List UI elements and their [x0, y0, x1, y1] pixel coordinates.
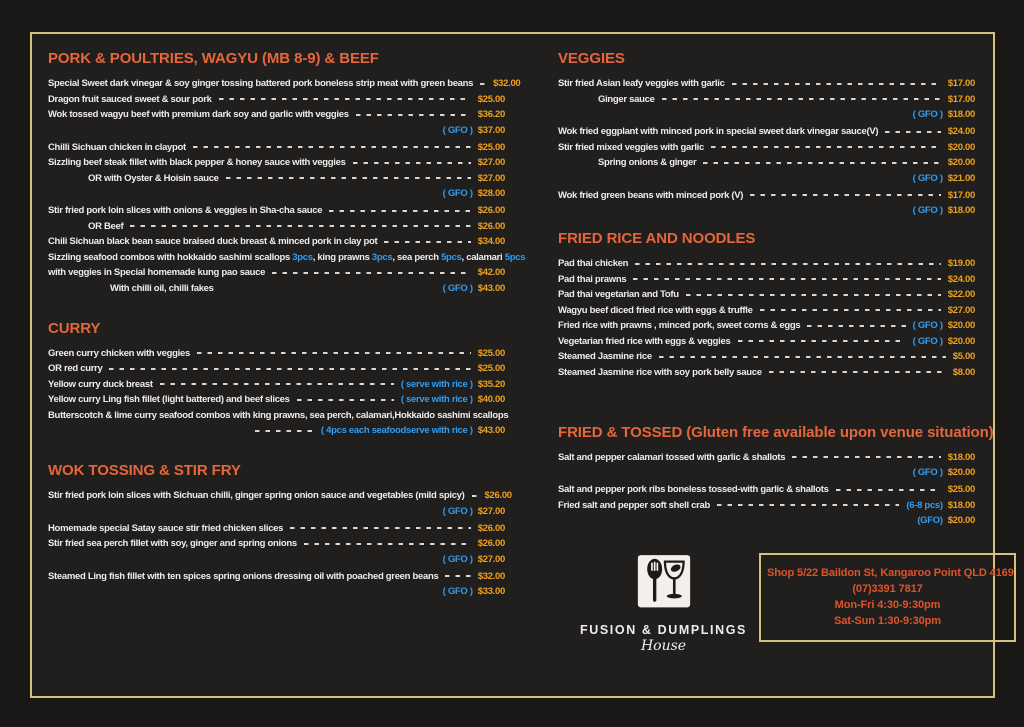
- menu-column-left: [48, 50, 526, 654]
- menu-content: [48, 50, 1014, 654]
- item-price: $17.00: [947, 189, 975, 201]
- section-title: FRIED & TOSSED (Gluten free available upon venue situation): [558, 423, 994, 441]
- item-price: $35.20: [477, 378, 505, 390]
- menu-frame: [30, 32, 1014, 698]
- menu-column-right: [558, 50, 1014, 654]
- dashed-leader: [792, 456, 941, 458]
- item-note: ( GFO ): [912, 172, 943, 184]
- menu-item: [48, 586, 505, 597]
- item-price: $18.00: [947, 499, 975, 511]
- dashed-leader: [297, 399, 394, 401]
- item-name: Wok tossed wagyu beef with premium dark soy and garlic with veggies: [48, 109, 349, 120]
- menu-item: [558, 500, 975, 511]
- item-name: OR Beef: [88, 220, 124, 232]
- menu-item: [48, 571, 505, 582]
- menu-item: [48, 109, 505, 120]
- dashed-leader: [885, 131, 940, 133]
- item-name: Ginger sauce: [598, 93, 655, 105]
- item-note: ( GFO ): [912, 467, 943, 478]
- item-price: $25.00: [477, 347, 505, 359]
- item-note: ( GFO ): [442, 124, 473, 136]
- dashed-leader: [130, 225, 470, 227]
- dashed-leader: [565, 520, 910, 522]
- item-price: $32.00: [477, 570, 505, 582]
- item-name: Special Sweet dark vinegar & soy ginger tossing battered pork boneless strip meat with green beans: [48, 78, 474, 89]
- dashed-leader: [565, 210, 906, 212]
- menu-item: [558, 142, 975, 153]
- item-name: Pad thai chicken: [558, 258, 629, 269]
- menu-section: [558, 423, 994, 527]
- item-name: Salt and pepper calamari tossed with garlic & shallots: [558, 451, 786, 463]
- item-price: $22.00: [947, 289, 975, 300]
- dashed-leader: [304, 543, 471, 545]
- menu-section: [48, 462, 512, 597]
- menu-item: [558, 173, 975, 184]
- item-price: $21.00: [947, 172, 975, 184]
- footer: [558, 553, 1014, 654]
- menu-item: [48, 409, 509, 421]
- dashed-leader: [55, 129, 436, 131]
- item-name: Pad thai prawns: [558, 273, 627, 285]
- left-sections: [48, 50, 526, 597]
- item-price: $27.00: [477, 172, 505, 184]
- item-name: Fried rice with prawns , minced pork, sweet corns & eggs: [558, 320, 801, 331]
- menu-item: [558, 78, 975, 89]
- dashed-leader: [703, 162, 940, 164]
- menu-item: [558, 258, 975, 269]
- restaurant-name: FUSION & DUMPLINGS: [580, 623, 747, 637]
- dashed-leader: [445, 575, 470, 577]
- menu-item: [558, 94, 975, 105]
- menu-item: [48, 188, 505, 199]
- item-name: Stir fried pork loin slices with onions & veggies in Sha-cha sauce: [48, 205, 323, 216]
- restaurant-subname: House: [640, 638, 687, 654]
- item-name: With chilli oil, chilli fakes: [110, 282, 214, 294]
- item-note: ( GFO ): [442, 188, 473, 199]
- item-price: $5.00: [952, 351, 975, 362]
- dashed-leader: [55, 193, 436, 195]
- menu-item: [48, 78, 521, 89]
- item-name: Wok fried green beans with minced pork (V): [558, 189, 744, 201]
- dashed-leader: [807, 325, 905, 327]
- item-price: $43.00: [477, 425, 505, 436]
- menu-item: [48, 142, 505, 153]
- dashed-leader: [353, 162, 471, 164]
- menu-item: [558, 157, 975, 168]
- item-name: Stir fried pork loin slices with Sichuan chilli, ginger spring onion sauce and vegetables (mild spicy): [48, 490, 465, 501]
- item-note: ( GFO ): [912, 205, 943, 216]
- item-name: Chilli Sichuan chicken in claypot: [48, 141, 186, 153]
- address-line: Shop 5/22 Baildon St, Kangaroo Point QLD 4169: [767, 567, 1014, 579]
- item-note: (6-8 pcs): [906, 499, 943, 511]
- menu-item: [48, 348, 505, 359]
- dashed-leader: [329, 210, 470, 212]
- item-name: Homemade special Satay sauce stir fried chicken slices: [48, 522, 284, 534]
- menu-item: [558, 109, 975, 120]
- item-price: $25.00: [947, 484, 975, 495]
- item-price: $36.20: [477, 109, 505, 120]
- dashed-leader: [480, 83, 486, 85]
- dashed-leader: [769, 371, 946, 373]
- dashed-leader: [109, 368, 470, 370]
- dashed-leader: [686, 294, 941, 296]
- dashed-leader: [659, 356, 946, 358]
- item-name: Stir fried Asian leafy veggies with garlic: [558, 78, 725, 89]
- restaurant-logo: [580, 553, 747, 654]
- item-name: OR red curry: [48, 363, 103, 374]
- section-title: VEGGIES: [558, 50, 625, 67]
- item-price: $8.00: [952, 366, 975, 378]
- item-name: Spring onions & ginger: [598, 157, 697, 168]
- item-price: $24.00: [947, 126, 975, 137]
- item-price: $18.00: [947, 109, 975, 120]
- item-name: Pad thai vegetarian and Tofu: [558, 289, 679, 300]
- item-price: $26.00: [477, 220, 505, 232]
- dashed-leader: [633, 278, 940, 280]
- contact-info-box: [759, 553, 1016, 642]
- item-price: $34.00: [477, 236, 505, 247]
- dashed-leader: [221, 287, 436, 289]
- menu-item: [48, 425, 505, 436]
- menu-item: [48, 236, 505, 247]
- dashed-leader: [750, 194, 941, 196]
- item-price: $26.00: [484, 490, 512, 501]
- item-price: $28.00: [477, 188, 505, 199]
- menu-item: [558, 289, 975, 300]
- item-price: $33.00: [477, 586, 505, 597]
- menu-item: [558, 190, 975, 201]
- item-name: Chili Sichuan black bean sauce braised duck breast & minced pork in clay pot: [48, 236, 378, 247]
- menu-item: [48, 157, 505, 168]
- item-price: $17.00: [947, 78, 975, 89]
- dashed-leader: [515, 414, 521, 416]
- item-price: $27.00: [947, 304, 975, 316]
- item-price: $20.00: [947, 515, 975, 526]
- item-name: Sizzling seafood combos with hokkaido sashimi scallops 3pcs, king prawns 3pcs, sea perch 5pcs, calamari 5pcs: [48, 251, 526, 263]
- item-price: $40.00: [477, 394, 505, 405]
- item-name: Butterscotch & lime curry seafood combos with king prawns, sea perch, calamari,Hokkaido sashimi scallops: [48, 409, 509, 421]
- menu-item: [48, 506, 505, 517]
- dashed-leader: [732, 83, 941, 85]
- dashed-leader: [356, 114, 471, 116]
- dashed-leader: [738, 340, 906, 342]
- menu-item: [48, 173, 505, 184]
- item-price: $43.00: [477, 282, 505, 294]
- item-name: Wok fried eggplant with minced pork in special sweet dark vinegar sauce(V): [558, 126, 879, 137]
- item-price: $20.00: [947, 467, 975, 478]
- item-price: $17.00: [947, 93, 975, 105]
- phone-line: (07)3391 7817: [852, 583, 923, 595]
- item-name: OR with Oyster & Hoisin sauce: [88, 172, 219, 184]
- section-title: FRIED RICE AND NOODLES: [558, 230, 756, 247]
- dashed-leader: [532, 256, 538, 258]
- dashed-leader: [226, 177, 471, 179]
- dashed-leader: [219, 98, 471, 100]
- menu-item: [48, 490, 512, 501]
- item-price: $26.00: [477, 538, 505, 549]
- item-price: $19.00: [947, 258, 975, 269]
- menu-item: [558, 305, 975, 316]
- menu-item: [48, 94, 505, 105]
- menu-item: [48, 251, 526, 263]
- item-note: (GFO): [917, 515, 943, 526]
- menu-item: [558, 351, 975, 362]
- item-name: with veggies in Special homemade kung pao sauce: [48, 267, 266, 278]
- dashed-leader: [472, 495, 478, 497]
- item-name: Wagyu beef diced fried rice with eggs & truffle: [558, 304, 753, 316]
- menu-item: [558, 467, 975, 478]
- item-name: Fried salt and pepper soft shell crab: [558, 499, 711, 511]
- dashed-leader: [55, 558, 436, 560]
- item-name: Yellow curry Ling fish fillet (light battered) and beef slices: [48, 394, 290, 405]
- menu-item: [558, 126, 975, 137]
- dashed-leader: [290, 527, 471, 529]
- item-name: Steamed Ling fish fillet with ten spices spring onions dressing oil with poached green beans: [48, 570, 439, 582]
- dashed-leader: [635, 263, 941, 265]
- dashed-leader: [160, 383, 394, 385]
- item-name: Sizzling beef steak fillet with black pepper & honey sauce with veggies: [48, 157, 346, 168]
- menu-section: [558, 230, 975, 378]
- menu-item: [48, 363, 505, 374]
- menu-item: [48, 267, 505, 278]
- menu-item: [48, 394, 505, 405]
- menu-item: [558, 336, 975, 347]
- dashed-leader: [717, 504, 899, 506]
- dashed-leader: [255, 430, 314, 432]
- menu-section: [558, 50, 975, 216]
- item-price: $25.00: [477, 363, 505, 374]
- item-price: $24.00: [947, 273, 975, 285]
- item-price: $20.00: [947, 141, 975, 153]
- section-title: PORK & POULTRIES, WAGYU (MB 8-9) & BEEF: [48, 50, 379, 67]
- dashed-leader: [836, 489, 941, 491]
- dashed-leader: [711, 146, 941, 148]
- menu-item: [558, 205, 975, 216]
- menu-item: [48, 523, 505, 534]
- item-price: $20.00: [947, 335, 975, 347]
- item-price: $18.00: [947, 451, 975, 463]
- item-name: Stir fried sea perch fillet with soy, ginger and spring onions: [48, 538, 297, 549]
- item-price: $26.00: [477, 205, 505, 216]
- menu-item: [48, 379, 505, 390]
- item-price: $27.00: [477, 553, 505, 565]
- menu-item: [558, 320, 975, 331]
- dashed-leader: [662, 98, 941, 100]
- item-price: $27.00: [477, 505, 505, 517]
- item-name: Steamed Jasmine rice: [558, 351, 652, 362]
- item-name: Green curry chicken with veggies: [48, 347, 190, 359]
- menu-item: [48, 221, 505, 232]
- item-note: ( serve with rice ): [400, 394, 473, 405]
- item-name: Salt and pepper pork ribs boneless tossed-with garlic & shallots: [558, 484, 829, 495]
- spoon-and-wine-glass-icon: [636, 553, 692, 620]
- dashed-leader: [760, 309, 941, 311]
- item-name: Dragon fruit sauced sweet & sour pork: [48, 93, 212, 105]
- item-price: $37.00: [477, 124, 505, 136]
- hours-weekend-line: Sat-Sun 1:30-9:30pm: [834, 615, 941, 627]
- menu-item: [48, 554, 505, 565]
- item-price: $25.00: [477, 93, 505, 105]
- dashed-leader: [565, 472, 906, 474]
- item-note: ( GFO ): [442, 586, 473, 597]
- menu-item: [558, 274, 975, 285]
- dashed-leader: [197, 352, 471, 354]
- item-price: $20.00: [947, 157, 975, 168]
- item-name: Yellow curry duck breast: [48, 378, 153, 390]
- section-title: CURRY: [48, 319, 101, 337]
- item-note: ( GFO ): [442, 505, 473, 517]
- item-price: $18.00: [947, 205, 975, 216]
- menu-item: [558, 484, 975, 495]
- menu-item: [558, 452, 975, 463]
- item-price: $42.00: [477, 267, 505, 278]
- dashed-leader: [193, 146, 471, 148]
- item-note: ( serve with rice ): [400, 378, 473, 390]
- dashed-leader: [565, 177, 906, 179]
- item-price: $32.00: [493, 78, 521, 89]
- dashed-leader: [272, 272, 471, 274]
- menu-item: [48, 283, 505, 294]
- menu-item: [48, 538, 505, 549]
- menu-item: [558, 515, 975, 526]
- menu-section: [48, 319, 509, 437]
- item-note: ( 4pcs each seafoodserve with rice ): [320, 425, 473, 436]
- menu-item: [48, 125, 505, 136]
- item-price: $20.00: [947, 320, 975, 331]
- dashed-leader: [55, 510, 436, 512]
- item-price: $25.00: [477, 141, 505, 153]
- hours-weekday-line: Mon-Fri 4:30-9:30pm: [834, 599, 941, 611]
- right-sections: [558, 50, 994, 526]
- item-note: ( GFO ): [912, 320, 943, 331]
- menu-section: [48, 50, 526, 294]
- item-price: $27.00: [477, 157, 505, 168]
- item-name: Vegetarian fried rice with eggs & veggies: [558, 335, 731, 347]
- item-note: ( GFO ): [912, 109, 943, 120]
- menu-item: [48, 205, 505, 216]
- item-name: Stir fried mixed veggies with garlic: [558, 141, 704, 153]
- dashed-leader: [55, 591, 436, 593]
- dashed-leader: [384, 241, 470, 243]
- menu-item: [558, 367, 975, 378]
- item-note: ( GFO ): [442, 553, 473, 565]
- item-name: Steamed Jasmine rice with soy pork belly sauce: [558, 366, 762, 378]
- item-note: ( GFO ): [442, 282, 473, 294]
- item-note: ( GFO ): [912, 335, 943, 347]
- item-price: $26.00: [477, 522, 505, 534]
- dashed-leader: [565, 114, 906, 116]
- section-title: WOK TOSSING & STIR FRY: [48, 462, 241, 479]
